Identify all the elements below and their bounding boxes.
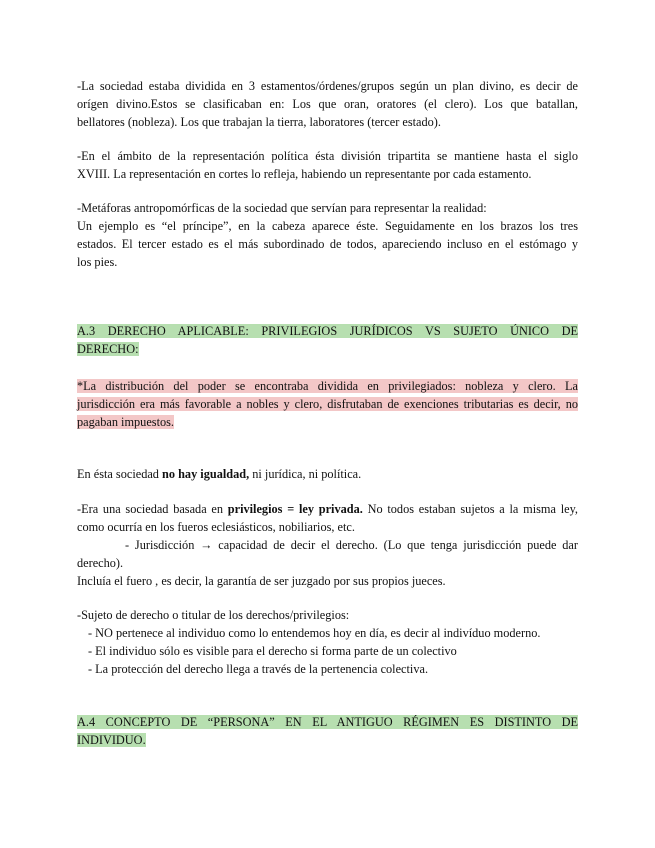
- text-line: derecho).: [77, 556, 124, 570]
- heading-line: INDIVIDUO.: [77, 733, 146, 747]
- section-heading-a3: [77, 322, 578, 358]
- text-line: [77, 465, 578, 483]
- paragraph-estamentos: [77, 77, 578, 131]
- text-line: bellatores (nobleza). Los que trabajan la tierra, laboratores (tercer estado).: [77, 115, 441, 129]
- paragraph-privilegios: [77, 500, 578, 590]
- text-line: los pies.: [77, 255, 118, 269]
- text-span: En ésta sociedad: [77, 467, 163, 481]
- paragraph-igualdad: [77, 465, 578, 483]
- text-line: -Sujeto de derecho o titular de los derechos/privilegios:: [77, 608, 350, 622]
- heading-line: DERECHO:: [77, 342, 139, 356]
- paragraph-metaforas: [77, 199, 578, 271]
- text-span: No todos estaban sujetos a la misma ley,: [362, 502, 578, 516]
- bold-text: privilegios = ley privada.: [227, 502, 363, 516]
- list-item: - La protección del derecho llega a través de la pertenencia colectiva.: [88, 662, 429, 676]
- paragraph-sujeto-derecho: [77, 606, 578, 678]
- text-line: orígen divino.Estos se clasificaban en: Los que oran, oratores (el clero). Los que batallan,: [77, 97, 578, 111]
- text-line: estados. El tercer estado es el más subordinado de todos, apareciendo incluso en el estómago y: [77, 237, 578, 251]
- text-line: Un ejemplo es “el príncipe”, en la cabeza aparece éste. Seguidamente en los brazos los tres: [77, 219, 578, 233]
- bold-text: no hay igualdad,: [162, 467, 250, 481]
- text-line: -La sociedad estaba dividida en 3 estamentos/órdenes/grupos según un plan divino, es decir de: [77, 79, 578, 93]
- paragraph-distribucion-poder: [77, 377, 578, 431]
- paragraph-representacion: [77, 147, 578, 183]
- text-line: [77, 500, 578, 518]
- list-item: - El individuo sólo es visible para el derecho si forma parte de un colectivo: [88, 644, 457, 658]
- text-line: XVIII. La representación en cortes lo refleja, habiendo un representante por cada estamento.: [77, 167, 532, 181]
- heading-line: A.4 CONCEPTO DE “PERSONA” EN EL ANTIGUO RÉGIMEN ES DISTINTO DE: [77, 715, 578, 729]
- section-heading-a4: [77, 713, 578, 749]
- text-line: Incluía el fuero , es decir, la garantía de ser juzgado por sus propios jueces.: [77, 574, 446, 588]
- list-item: - NO pertenece al individuo como lo entendemos hoy en día, es decir al indivíduo moderno.: [88, 626, 541, 640]
- text-line: -Metáforas antropomórficas de la sociedad que servían para representar la realidad:: [77, 201, 487, 215]
- highlighted-line: jurisdicción era más favorable a nobles y clero, disfrutaban de exenciones tributarias es decir, no: [77, 397, 578, 411]
- text-span: ni jurídica, ni política.: [249, 467, 362, 481]
- highlighted-line: pagaban impuestos.: [77, 415, 174, 429]
- text-span: -Era una sociedad basada en: [77, 502, 228, 516]
- text-line: como ocurría en los fueros eclesiásticos, nobiliarios, etc.: [77, 520, 355, 534]
- text-line-indented: - Jurisdicción → capacidad de decir el derecho. (Lo que tenga jurisdicción puede dar: [125, 538, 578, 552]
- heading-line: A.3 DERECHO APLICABLE: PRIVILEGIOS JURÍDICOS VS SUJETO ÚNICO DE: [77, 324, 578, 338]
- text-line: -En el ámbito de la representación política ésta división tripartita se mantiene hasta el siglo: [77, 149, 578, 163]
- highlighted-line: *La distribución del poder se encontraba dividida en privilegiados: nobleza y clero. La: [77, 379, 578, 393]
